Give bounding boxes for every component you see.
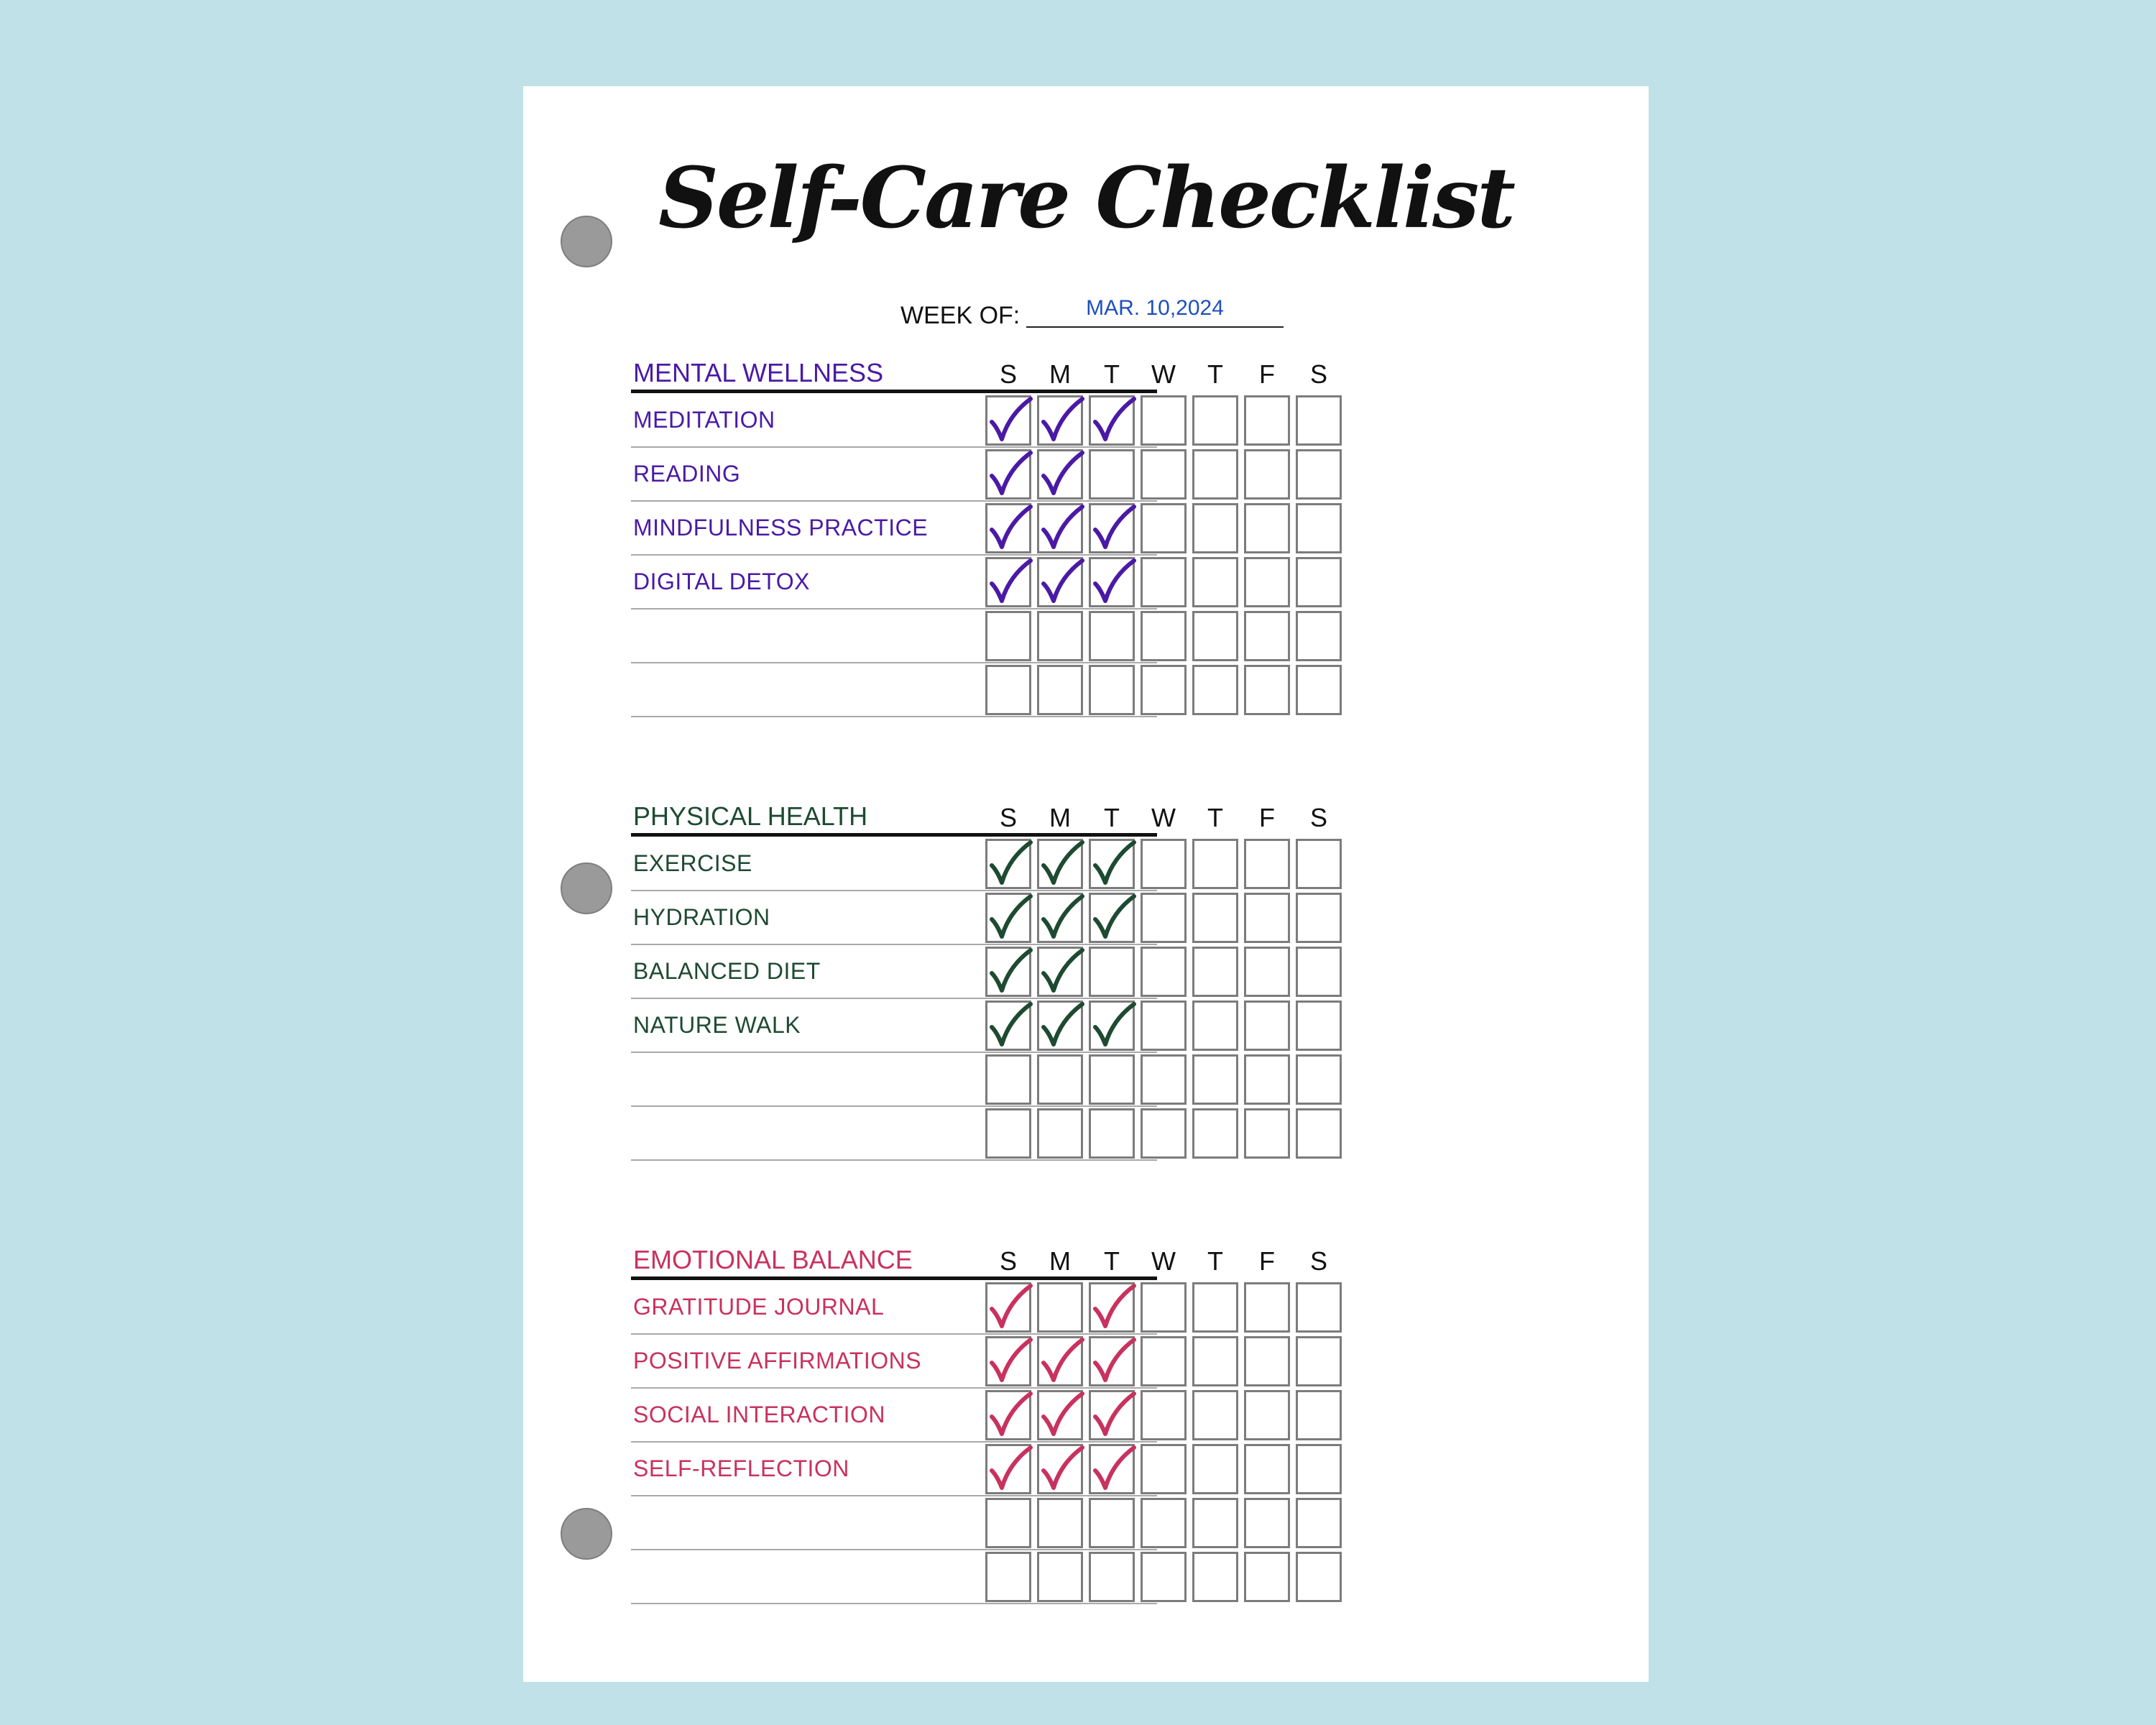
checkbox-empty[interactable] [1089, 449, 1135, 500]
checkbox-empty[interactable] [1244, 611, 1290, 661]
checkbox-empty[interactable] [1296, 449, 1342, 500]
day-header: M [1049, 359, 1071, 389]
checkbox-empty[interactable] [1192, 449, 1238, 500]
checkmark-icon [987, 1003, 1029, 1049]
item-label: DIGITAL DETOX [633, 569, 810, 594]
checkbox-empty[interactable] [1296, 503, 1342, 553]
checkbox-empty[interactable] [1037, 1552, 1083, 1602]
checkbox-empty[interactable] [1141, 947, 1187, 997]
item-label: SELF-REFLECTION [633, 1455, 849, 1481]
checkmark-icon [987, 841, 1029, 887]
item-label: MEDITATION [633, 407, 775, 433]
checkbox-checked[interactable] [1089, 1282, 1135, 1333]
day-header: W [1151, 359, 1176, 389]
checkbox-checked[interactable] [985, 557, 1031, 607]
day-header: T [1104, 803, 1120, 832]
item-label: HYDRATION [633, 904, 770, 930]
checkbox-checked[interactable] [1089, 893, 1135, 943]
checkbox-empty[interactable] [1192, 1000, 1238, 1051]
checkbox-checked[interactable] [985, 1444, 1031, 1494]
day-header: T [1207, 803, 1223, 832]
checkbox-checked[interactable] [1037, 1444, 1083, 1494]
week-of-label: WEEK OF: [900, 302, 1021, 329]
checkbox-empty[interactable] [1037, 1282, 1083, 1333]
checkbox-empty[interactable] [985, 1054, 1031, 1105]
checkbox-empty[interactable] [1192, 1336, 1238, 1386]
checkbox-empty[interactable] [1192, 1498, 1238, 1548]
checkbox-empty[interactable] [985, 1498, 1031, 1548]
day-header: F [1259, 359, 1275, 389]
checkbox-empty[interactable] [1192, 1282, 1238, 1333]
section-title: MENTAL WELLNESS [633, 358, 884, 387]
checkbox-empty[interactable] [1141, 611, 1187, 661]
checkmark-icon [987, 451, 1029, 497]
checkbox-checked[interactable] [985, 1000, 1031, 1051]
day-header: W [1151, 1246, 1176, 1276]
checkbox-empty[interactable] [1244, 503, 1290, 553]
checklist-page [523, 86, 1649, 1682]
day-header: T [1207, 359, 1223, 389]
checkbox-empty[interactable] [1296, 839, 1342, 889]
day-header: S [1309, 1246, 1327, 1276]
checkbox-empty[interactable] [1192, 839, 1238, 889]
checkbox-empty[interactable] [1192, 611, 1238, 661]
checkmark-icon [1039, 1446, 1081, 1492]
checkmark-icon [1091, 559, 1133, 605]
checkmark-icon [1039, 397, 1081, 443]
checkbox-empty[interactable] [1192, 503, 1238, 553]
checkmark-icon [1091, 1003, 1133, 1049]
day-header: S [1309, 803, 1327, 832]
day-header: S [999, 803, 1017, 832]
item-label: POSITIVE AFFIRMATIONS [633, 1348, 922, 1374]
checkbox-checked[interactable] [1037, 449, 1083, 500]
checkmark-icon [1039, 949, 1081, 995]
checkbox-empty[interactable] [1141, 1054, 1187, 1105]
checkbox-empty[interactable] [1296, 1390, 1342, 1440]
checkbox-empty[interactable] [1089, 1552, 1135, 1602]
day-header: S [999, 1246, 1017, 1276]
day-header: F [1259, 1246, 1275, 1276]
checkmark-icon [987, 949, 1029, 995]
checkmark-icon [1039, 559, 1081, 605]
checkbox-empty[interactable] [1192, 665, 1238, 715]
checkmark-icon [1039, 505, 1081, 551]
checkbox-empty[interactable] [1089, 1498, 1135, 1548]
checkbox-empty[interactable] [1296, 557, 1342, 607]
checkbox-empty[interactable] [1296, 665, 1342, 715]
day-header: S [1309, 359, 1327, 389]
checkmark-icon [987, 1446, 1029, 1492]
checkbox-checked[interactable] [1089, 839, 1135, 889]
checkbox-empty[interactable] [985, 1552, 1031, 1602]
week-of-underline [1026, 326, 1284, 328]
checkbox-empty[interactable] [1296, 1336, 1342, 1386]
checkbox-empty[interactable] [1141, 1336, 1187, 1386]
checkmark-icon [987, 559, 1029, 605]
checkbox-checked[interactable] [1089, 1444, 1135, 1494]
checkbox-empty[interactable] [1296, 611, 1342, 661]
week-of-value[interactable]: MAR. 10,2024 [1086, 296, 1224, 320]
day-header: W [1151, 803, 1176, 832]
checkmark-icon [1091, 1392, 1133, 1438]
day-header: T [1207, 1246, 1223, 1276]
checkbox-empty[interactable] [1141, 503, 1187, 553]
day-header: F [1259, 803, 1275, 832]
checkbox-empty[interactable] [1141, 1390, 1187, 1440]
checkbox-empty[interactable] [985, 1108, 1031, 1159]
checkmark-icon [1091, 397, 1133, 443]
checkbox-empty[interactable] [1089, 611, 1135, 661]
item-label: READING [633, 461, 741, 487]
item-label: BALANCED DIET [633, 958, 821, 984]
checkbox-empty[interactable] [1296, 947, 1342, 997]
item-label: SOCIAL INTERACTION [633, 1402, 885, 1427]
checkbox-empty[interactable] [985, 611, 1031, 661]
checkbox-checked[interactable] [985, 503, 1031, 553]
checkbox-empty[interactable] [1141, 839, 1187, 889]
checkbox-checked[interactable] [985, 839, 1031, 889]
checkbox-empty[interactable] [1141, 1108, 1187, 1159]
checkmark-icon [1091, 1446, 1133, 1492]
checkbox-empty[interactable] [1244, 1498, 1290, 1548]
checkbox-empty[interactable] [1244, 1552, 1290, 1602]
checkbox-empty[interactable] [1244, 1054, 1290, 1105]
checkbox-empty[interactable] [1141, 557, 1187, 607]
checkbox-empty[interactable] [1244, 1444, 1290, 1494]
checkbox-empty[interactable] [1141, 893, 1187, 943]
checkbox-empty[interactable] [1192, 395, 1238, 446]
checkbox-checked[interactable] [1037, 1336, 1083, 1386]
checkbox-checked[interactable] [985, 1390, 1031, 1440]
item-label: GRATITUDE JOURNAL [633, 1294, 885, 1320]
checkmark-icon [987, 1284, 1029, 1330]
checkbox-empty[interactable] [1089, 1054, 1135, 1105]
checkbox-checked[interactable] [985, 1336, 1031, 1386]
item-label: MINDFULNESS PRACTICE [633, 515, 929, 540]
checkbox-empty[interactable] [1296, 1054, 1342, 1105]
checkbox-empty[interactable] [1141, 395, 1187, 446]
checkbox-empty[interactable] [1089, 665, 1135, 715]
checkbox-empty[interactable] [1141, 1282, 1187, 1333]
checkbox-empty[interactable] [1192, 557, 1238, 607]
checkbox-empty[interactable] [1192, 1390, 1238, 1440]
checkbox-empty[interactable] [1296, 1000, 1342, 1051]
checkbox-empty[interactable] [1244, 839, 1290, 889]
checkbox-checked[interactable] [985, 1282, 1031, 1333]
checkmark-icon [1039, 1338, 1081, 1384]
checkbox-empty[interactable] [1296, 1498, 1342, 1548]
checkbox-checked[interactable] [985, 395, 1031, 446]
section-rule [631, 1276, 1157, 1280]
checkbox-empty[interactable] [1141, 449, 1187, 500]
checkbox-empty[interactable] [1141, 1552, 1187, 1602]
section-rule [631, 833, 1157, 837]
checkmark-icon [1091, 1338, 1133, 1384]
checkbox-empty[interactable] [1192, 1444, 1238, 1494]
checkbox-empty[interactable] [1244, 557, 1290, 607]
checkbox-empty[interactable] [1296, 1444, 1342, 1494]
checkmark-icon [987, 397, 1029, 443]
checkmark-icon [1091, 1284, 1133, 1330]
day-header: T [1104, 1246, 1120, 1276]
checkbox-empty[interactable] [1244, 1282, 1290, 1333]
checkbox-empty[interactable] [1141, 665, 1187, 715]
checkbox-empty[interactable] [1037, 1108, 1083, 1159]
checkmark-icon [1039, 451, 1081, 497]
checkmark-icon [1091, 841, 1133, 887]
checkbox-checked[interactable] [1089, 557, 1135, 607]
checkbox-checked[interactable] [1037, 839, 1083, 889]
checkbox-empty[interactable] [1192, 947, 1238, 997]
checkbox-checked[interactable] [1037, 893, 1083, 943]
checkmark-icon [1039, 1392, 1081, 1438]
day-header: M [1049, 803, 1071, 832]
checkbox-checked[interactable] [1037, 395, 1083, 446]
checkbox-checked[interactable] [1089, 1390, 1135, 1440]
checkbox-empty[interactable] [1192, 1108, 1238, 1159]
checkmark-icon [1039, 895, 1081, 941]
checkbox-empty[interactable] [1244, 1390, 1290, 1440]
checkmark-icon [1039, 841, 1081, 887]
day-header: S [999, 359, 1017, 389]
page-title: Self-Care Checklist [658, 150, 1514, 247]
checkbox-empty[interactable] [1089, 947, 1135, 997]
checkmark-icon [987, 1338, 1029, 1384]
checkbox-empty[interactable] [1296, 1108, 1342, 1159]
checkbox-empty[interactable] [1141, 1498, 1187, 1548]
checkbox-checked[interactable] [985, 449, 1031, 500]
checkbox-empty[interactable] [1244, 893, 1290, 943]
checkbox-checked[interactable] [1089, 1336, 1135, 1386]
checkbox-empty[interactable] [1244, 947, 1290, 997]
checkbox-checked[interactable] [1037, 1390, 1083, 1440]
checkbox-checked[interactable] [985, 947, 1031, 997]
checkbox-checked[interactable] [1037, 503, 1083, 553]
checkmark-icon [1091, 895, 1133, 941]
checkmark-icon [987, 505, 1029, 551]
checkbox-empty[interactable] [1296, 893, 1342, 943]
checkbox-empty[interactable] [1089, 1108, 1135, 1159]
section-title: PHYSICAL HEALTH [633, 801, 868, 831]
binder-hole-middle [561, 862, 612, 914]
checkbox-empty[interactable] [1141, 1000, 1187, 1051]
checkbox-checked[interactable] [1089, 1000, 1135, 1051]
checkbox-empty[interactable] [1192, 1552, 1238, 1602]
checkbox-empty[interactable] [1244, 1336, 1290, 1386]
checkbox-empty[interactable] [1037, 1498, 1083, 1548]
day-header: T [1104, 359, 1120, 389]
item-label: EXERCISE [633, 850, 752, 876]
checkbox-empty[interactable] [1296, 395, 1342, 446]
week-of-field [900, 286, 1332, 329]
checkbox-checked[interactable] [1089, 395, 1135, 446]
item-label: NATURE WALK [633, 1012, 801, 1038]
section-title: EMOTIONAL BALANCE [633, 1245, 913, 1274]
checkbox-empty[interactable] [1296, 1552, 1342, 1602]
checkbox-empty[interactable] [1037, 665, 1083, 715]
checkmark-icon [987, 1392, 1029, 1438]
checkbox-empty[interactable] [1192, 893, 1238, 943]
checkbox-empty[interactable] [1244, 395, 1290, 446]
checkmark-icon [987, 895, 1029, 941]
checkbox-empty[interactable] [985, 665, 1031, 715]
checkbox-empty[interactable] [1037, 611, 1083, 661]
checkbox-empty[interactable] [1296, 1282, 1342, 1333]
checkbox-empty[interactable] [1037, 1054, 1083, 1105]
binder-hole-bottom [561, 1508, 612, 1560]
checkbox-empty[interactable] [1192, 1054, 1238, 1105]
checkbox-checked[interactable] [1037, 1000, 1083, 1051]
checkbox-empty[interactable] [1244, 449, 1290, 500]
section-rule [631, 390, 1157, 393]
checkbox-checked[interactable] [1037, 947, 1083, 997]
checkbox-empty[interactable] [1244, 1108, 1290, 1159]
day-header: M [1049, 1246, 1071, 1276]
checkbox-checked[interactable] [985, 893, 1031, 943]
checkbox-checked[interactable] [1037, 557, 1083, 607]
checkbox-empty[interactable] [1244, 1000, 1290, 1051]
checkbox-empty[interactable] [1244, 665, 1290, 715]
checkbox-checked[interactable] [1089, 503, 1135, 553]
checkmark-icon [1039, 1003, 1081, 1049]
checkmark-icon [1091, 505, 1133, 551]
checkbox-empty[interactable] [1141, 1444, 1187, 1494]
